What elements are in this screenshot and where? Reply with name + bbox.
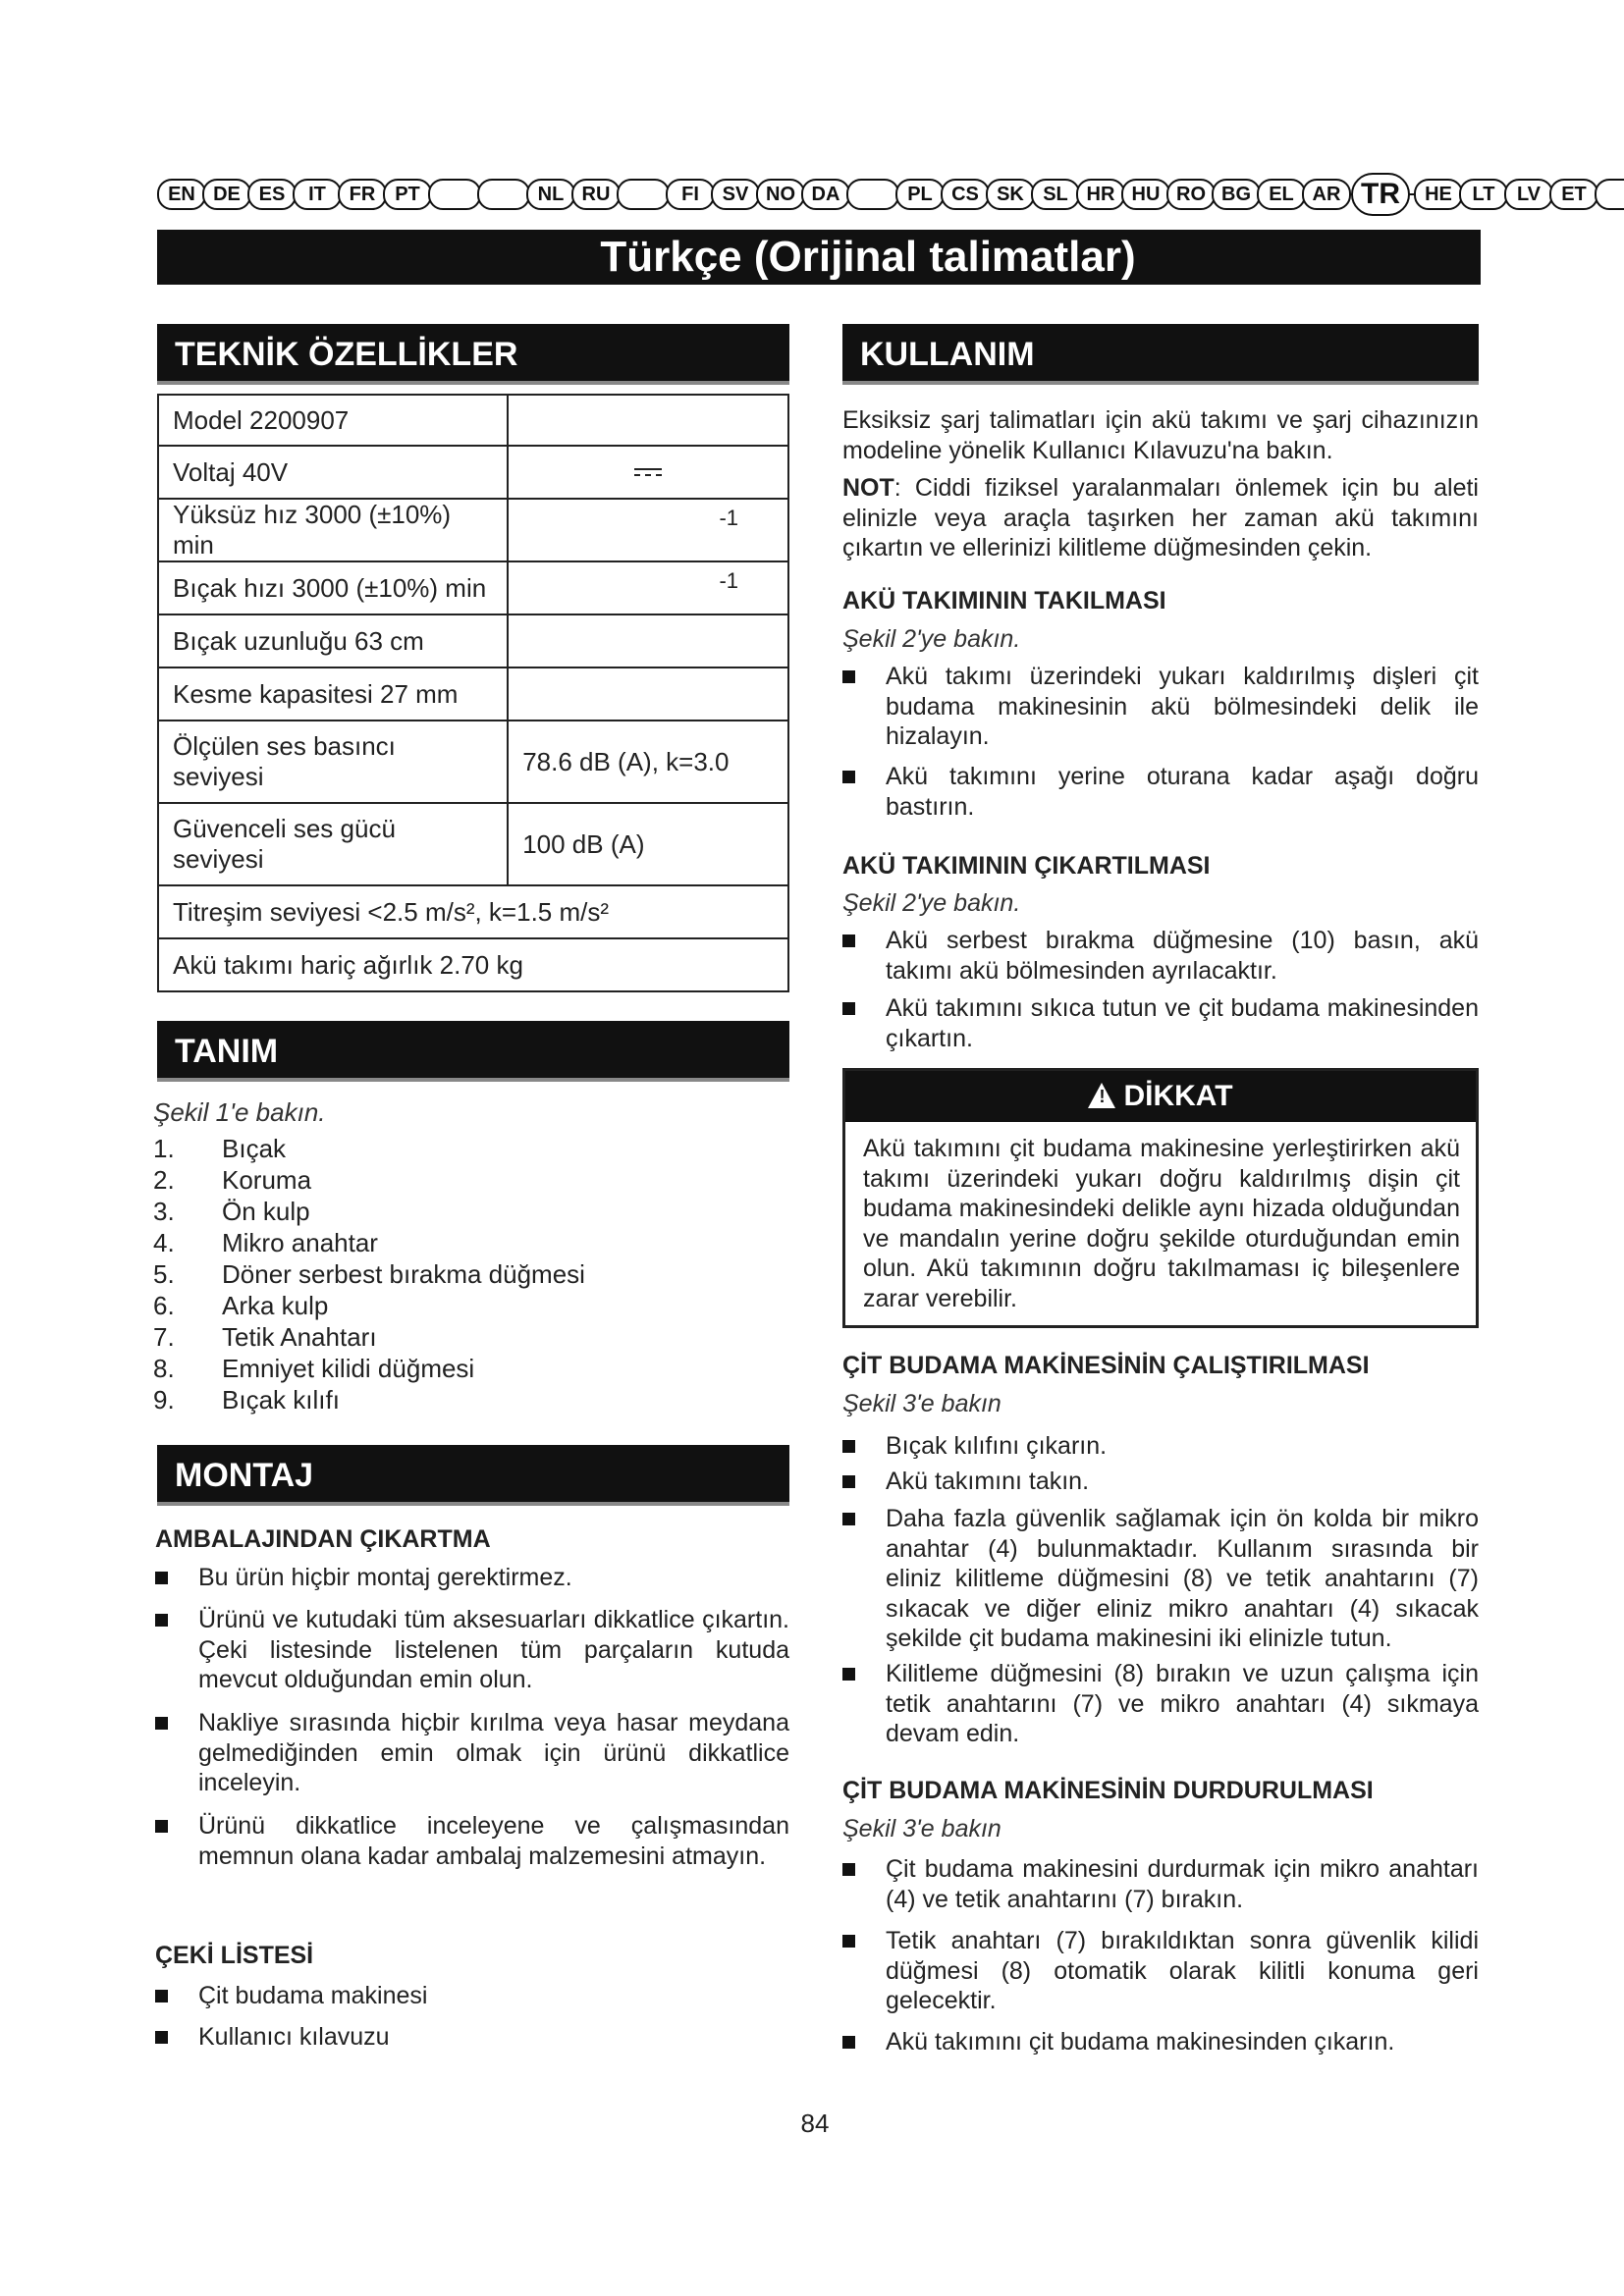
subheading-ambalaj: AMBALAJINDAN ÇIKARTMA [155, 1525, 491, 1553]
language-tab-fr: FR [338, 179, 387, 210]
spec-label: Akü takımı hariç ağırlık 2.70 kg [158, 938, 788, 991]
list-item: 5. Döner serbest bırakma düğmesi [153, 1259, 585, 1289]
bullet-item: Çit budama makinesi [155, 1981, 789, 2011]
bullet-item: Ürünü dikkatlice inceleyene ve çalışmasından memnun olana kadar ambalaj malzemesini atmayın. [155, 1811, 789, 1871]
language-tab-ar: AR [1302, 179, 1351, 210]
language-tab-es: ES [247, 179, 297, 210]
bullet-square-icon [842, 1668, 855, 1681]
warning-triangle-icon [1088, 1083, 1115, 1108]
spec-value [508, 395, 788, 446]
language-tab-el: EL [1257, 179, 1306, 210]
bullet-item: Akü takımı üzerindeki yukarı kaldırılmış dişleri çit budama makinesinin akü bölmesindeki delik ile hizalayın. [842, 662, 1479, 752]
list-item: 9. Bıçak kılıfı [153, 1385, 340, 1415]
subheading-aku-cikartilmasi: AKÜ TAKIMININ ÇIKARTILMASI [842, 852, 1211, 880]
subheading-calistirilmasi: ÇİT BUDAMA MAKİNESİNİN ÇALIŞTIRILMASI [842, 1352, 1370, 1379]
spec-row [158, 938, 788, 991]
spec-value [508, 667, 788, 721]
spec-value [508, 446, 788, 499]
section-heading-montaj: MONTAJ [157, 1445, 789, 1506]
list-item: 2. Koruma [153, 1165, 312, 1195]
bullet-item: Kullanıcı kılavuzu [155, 2022, 789, 2053]
language-tab-en: EN [157, 179, 206, 210]
spec-label: Güvenceli ses gücü seviyesi [158, 803, 508, 885]
figure-reference: Şekil 2'ye bakın. [842, 625, 1021, 653]
subheading-aku-takilmasi: AKÜ TAKIMININ TAKILMASI [842, 587, 1166, 614]
bullet-square-icon [842, 1863, 855, 1876]
language-tab-lt: LT [1459, 179, 1508, 210]
spec-label: Voltaj 40V [158, 446, 508, 499]
language-tab-sv: SV [711, 179, 760, 210]
bullet-square-icon [842, 1513, 855, 1525]
warning-box [842, 1068, 1479, 1328]
language-tab-pt: PT [383, 179, 432, 210]
spec-label: Yüksüz hız 3000 (±10%) min [158, 499, 508, 561]
spec-value [508, 561, 788, 614]
subheading-durdurulmasi: ÇİT BUDAMA MAKİNESİNİN DURDURULMASI [842, 1777, 1374, 1804]
spec-label: Model 2200907 [158, 395, 508, 446]
language-tab-hu: HU [1121, 179, 1170, 210]
bullet-square-icon [842, 670, 855, 683]
bullet-square-icon [842, 1475, 855, 1488]
spec-value [508, 499, 788, 561]
bullet-item: Bıçak kılıfını çıkarın. [842, 1431, 1479, 1462]
bullet-item: Akü takımını takın. [842, 1467, 1479, 1497]
note-paragraph: NOT: Ciddi fiziksel yaralanmaları önlemek için bu aleti elinizle veya araçla taşırken her zaman akü takımını çıkartın ve ellerinizi kilitleme düğmesinden çekin. [842, 474, 1479, 561]
spec-value [508, 614, 788, 667]
parts-list [153, 1133, 585, 1415]
spec-label: Bıçak hızı 3000 (±10%) min [158, 561, 508, 614]
section-heading-kullanim: KULLANIM [842, 324, 1479, 385]
spec-table [157, 394, 789, 992]
spec-row [158, 885, 788, 938]
warning-text: Akü takımını çit budama makinesine yerleştirirken akü takımı üzerindeki yukarı doğru kaldırılmış dişin çit budama makinesindeki delikle aynı hizada olduğundan ve mandalın yerine doğru şekilde oturduğundan emin olun. Akü takımının doğru takılmaması iç bileşenlere zarar verebilir. [863, 1135, 1460, 1312]
language-tab-it: IT [293, 179, 342, 210]
bullet-square-icon [155, 1820, 168, 1833]
bullet-square-icon [842, 2036, 855, 2049]
language-tabs [157, 175, 1624, 214]
spec-row [158, 499, 788, 561]
unit-superscript: -1 [719, 568, 738, 593]
spec-row [158, 561, 788, 614]
language-tab-empty [428, 179, 481, 210]
bullet-square-icon [842, 771, 855, 783]
language-tab-da: DA [801, 179, 850, 210]
language-tab-sk: SK [986, 179, 1035, 210]
bullet-item: Kilitleme düğmesini (8) bırakın ve uzun çalışma için tetik anahtarını (7) ve mikro anahtarı (4) sıkmaya devam edin. [842, 1659, 1479, 1749]
list-item: 3. Ön kulp [153, 1197, 310, 1226]
section-heading-teknik: TEKNİK ÖZELLİKLER [157, 324, 789, 385]
spec-row [158, 721, 788, 803]
bullet-item: Bu ürün hiçbir montaj gerektirmez. [155, 1563, 789, 1593]
bullet-square-icon [842, 1440, 855, 1453]
language-tab-bg: BG [1212, 179, 1261, 210]
bullet-item: Ürünü ve kutudaki tüm aksesuarları dikkatlice çıkartın. Çeki listesinde listelenen tüm parçaların kutuda mevcut olduğundan emin olun. [155, 1605, 789, 1695]
bullet-item: Akü serbest bırakma düğmesine (10) basın, akü takımı akü bölmesinden ayrılacaktır. [842, 926, 1479, 986]
spec-row [158, 667, 788, 721]
language-tab-empty [1595, 179, 1624, 210]
language-tab-empty [617, 179, 670, 210]
bullet-square-icon [155, 1572, 168, 1584]
warning-header: !DİKKAT [845, 1071, 1476, 1122]
bullet-square-icon [842, 1002, 855, 1015]
bullet-item: Akü takımını çit budama makinesinden çıkarın. [842, 2027, 1479, 2057]
dc-current-icon [522, 468, 774, 476]
intro-paragraph: Eksiksiz şarj talimatları için akü takımı ve şarj cihazınızın modeline yönelik Kullanıcı Kılavuzu'na bakın. [842, 406, 1479, 464]
section-heading-tanim: TANIM [157, 1021, 789, 1082]
spec-label: Bıçak uzunluğu 63 cm [158, 614, 508, 667]
language-tab-sl: SL [1031, 179, 1080, 210]
bullet-square-icon [155, 1717, 168, 1730]
spec-value: 100 dB (A) [508, 803, 788, 885]
unit-superscript: -1 [719, 506, 738, 530]
language-tab-hr: HR [1076, 179, 1125, 210]
bullet-item: Çit budama makinesini durdurmak için mikro anahtarı (4) ve tetik anahtarını (7) bırakın. [842, 1854, 1479, 1914]
spec-row [158, 803, 788, 885]
figure-reference: Şekil 3'e bakın [842, 1390, 1001, 1417]
bullet-square-icon [155, 2031, 168, 2044]
list-item: 6. Arka kulp [153, 1291, 329, 1320]
language-tab-fi: FI [666, 179, 715, 210]
language-tab-strip [157, 175, 1587, 214]
bullet-item: Akü takımını yerine oturana kadar aşağı doğru bastırın. [842, 762, 1479, 822]
figure-reference: Şekil 1'e bakın. [153, 1097, 326, 1127]
language-tab-lv: LV [1504, 179, 1553, 210]
list-item: 8. Emniyet kilidi düğmesi [153, 1354, 475, 1383]
bullet-square-icon [842, 1935, 855, 1948]
page-number: 84 [800, 2109, 830, 2138]
language-tab-cs: CS [941, 179, 990, 210]
language-tab-et: ET [1549, 179, 1598, 210]
language-tab-he: HE [1414, 179, 1463, 210]
spec-label: Ölçülen ses basıncı seviyesi [158, 721, 508, 803]
language-tab-tr: TR [1351, 173, 1410, 216]
subheading-ceki-listesi: ÇEKİ LİSTESİ [155, 1942, 314, 1969]
language-tab-ru: RU [571, 179, 621, 210]
language-tab-ro: RO [1166, 179, 1216, 210]
list-item: 1. Bıçak [153, 1134, 287, 1163]
spec-row [158, 395, 788, 446]
spec-row [158, 614, 788, 667]
figure-reference: Şekil 3'e bakın [842, 1815, 1001, 1842]
language-tab-pl: PL [895, 179, 945, 210]
bullet-square-icon [155, 1614, 168, 1627]
spec-row [158, 446, 788, 499]
bullet-item: Tetik anahtarı (7) bırakıldıktan sonra güvenlik kilidi düğmesi (8) otomatik olarak kilitli konuma geri gelecektir. [842, 1926, 1479, 2016]
bullet-item: Daha fazla güvenlik sağlamak için ön kolda bir mikro anahtar (4) bulunmaktadır. Kullanım sırasında bir eliniz kilitleme düğmesini (8) ve tetik anahtarını (7) sıkacak ve diğer eliniz mikro anahtarı (4) sıkacak şekilde çit budama makinesini iki elinizle tutun. [842, 1504, 1479, 1654]
spec-label: Kesme kapasitesi 27 mm [158, 667, 508, 721]
list-item: 7. Tetik Anahtarı [153, 1322, 377, 1352]
language-tab-nl: NL [526, 179, 575, 210]
bullet-item: Nakliye sırasında hiçbir kırılma veya hasar meydana gelmediğinden emin olmak için ürünü dikkatlice inceleyin. [155, 1708, 789, 1798]
page-title: Türkçe (Orijinal talimatlar) [157, 230, 1481, 285]
spec-label: Titreşim seviyesi <2.5 m/s², k=1.5 m/s² [158, 885, 788, 938]
bullet-square-icon [155, 1990, 168, 2002]
language-tab-no: NO [756, 179, 805, 210]
spec-value: 78.6 dB (A), k=3.0 [508, 721, 788, 803]
list-item: 4. Mikro anahtar [153, 1228, 378, 1257]
language-tab-de: DE [202, 179, 251, 210]
language-tab-empty [477, 179, 530, 210]
figure-reference: Şekil 2'ye bakın. [842, 889, 1021, 917]
bullet-item: Akü takımını sıkıca tutun ve çit budama makinesinden çıkartın. [842, 993, 1479, 1053]
language-tab-empty [846, 179, 899, 210]
bullet-square-icon [842, 934, 855, 947]
